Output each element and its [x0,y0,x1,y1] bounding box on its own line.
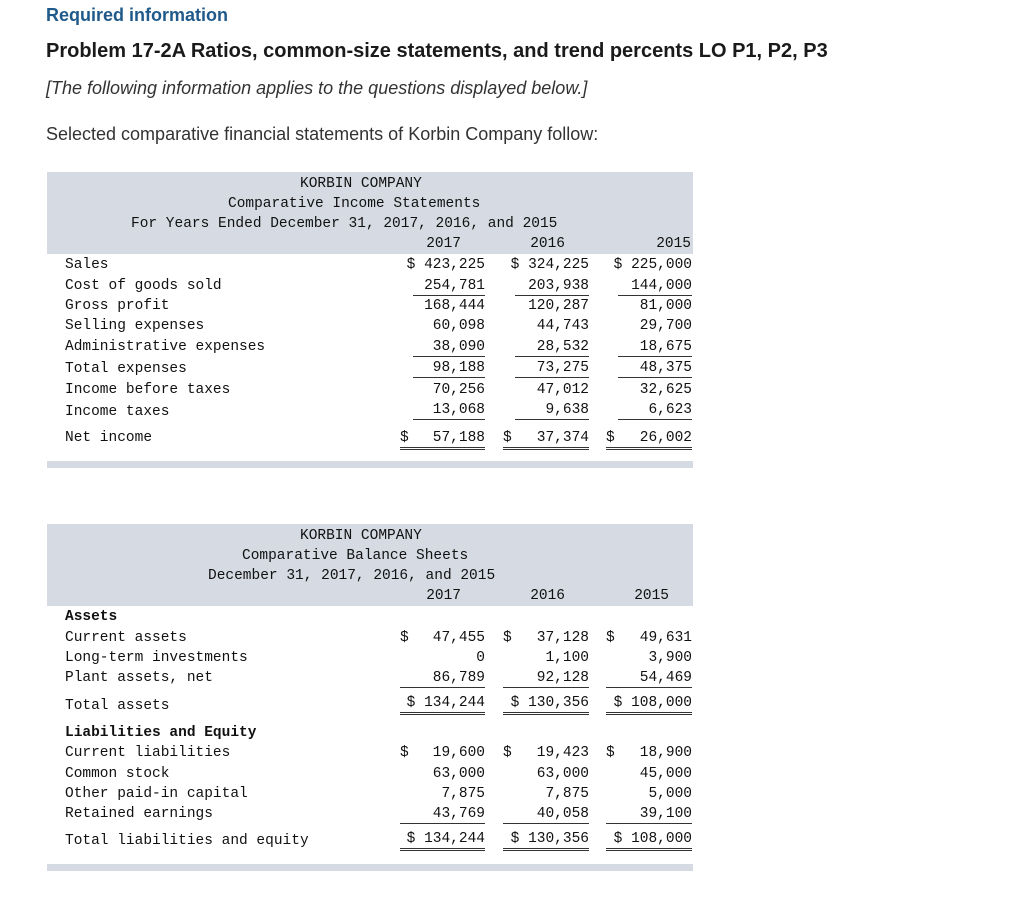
current-assets-dollar-2017: $ [400,630,409,646]
income-year-2017: 2017 [426,236,461,252]
lti-2015: 3,900 [648,650,692,666]
sales-2017: $ 423,225 [406,257,485,273]
total-assets-2016: $ 130,356 [503,694,589,715]
balance-period: December 31, 2017, 2016, and 2015 [208,568,496,584]
intro-text: Selected comparative financial statements of Korbin Company follow: [46,124,599,144]
income-company: KORBIN COMPANY [300,176,422,192]
current-assets-2017: 47,455 [432,630,485,646]
balance-company: KORBIN COMPANY [300,528,422,544]
row-label-other-paid-in: Other paid-in capital [65,786,248,802]
total-assets-2017: $ 134,244 [400,694,485,715]
lti-2016: 1,100 [545,650,589,666]
net-income-2015: 26,002 [606,429,692,450]
income-year-2016: 2016 [530,236,565,252]
current-liab-2016: 19,423 [536,745,589,761]
cogs-2017: 254,781 [413,277,485,296]
row-label-total-expenses: Total expenses [65,361,187,377]
row-label-net-income: Net income [65,430,153,446]
ibt-2017: 70,256 [432,382,485,398]
balance-year-2016: 2016 [530,588,565,604]
total-expenses-2016: 73,275 [515,359,589,378]
current-assets-2015: 49,631 [639,630,692,646]
current-liab-dollar-2016: $ [503,745,512,761]
info-note: [The following information applies to the questions displayed below.] [46,78,588,98]
current-liab-dollar-2015: $ [606,745,615,761]
total-assets-2015: $ 108,000 [606,694,692,715]
required-information-heading: Required information [46,5,229,25]
gross-profit-2016: 120,287 [528,298,589,314]
net-income-dollar-2016: $ [503,430,512,446]
current-assets-2016: 37,128 [536,630,589,646]
retained-2017: 43,769 [400,805,485,824]
row-label-income-before-taxes: Income before taxes [65,382,231,398]
row-label-selling: Selling expenses [65,318,205,334]
balance-bottom-bar [47,864,693,871]
balance-title: Comparative Balance Sheets [242,548,469,564]
plant-assets-2015: 54,469 [606,669,692,688]
problem-title: Problem 17-2A Ratios, common-size statements, and trend percents LO P1, P2, P3 [46,40,828,62]
income-statement-panel [47,172,693,470]
current-liab-2015: 18,900 [639,745,692,761]
current-liab-dollar-2017: $ [400,745,409,761]
paid-in-2015: 5,000 [648,786,692,802]
cogs-2016: 203,938 [515,277,589,296]
ibt-2016: 47,012 [536,382,589,398]
net-income-2017: 57,188 [400,429,485,450]
income-bottom-bar [47,461,693,468]
lti-2017: 0 [476,650,485,666]
total-le-2015: $ 108,000 [606,830,692,851]
row-label-long-term-investments: Long-term investments [65,650,248,666]
liabilities-equity-heading: Liabilities and Equity [65,725,257,741]
total-le-2017: $ 134,244 [400,830,485,851]
net-income-2016: 37,374 [503,429,589,450]
admin-2015: 18,675 [618,338,692,357]
balance-year-2015: 2015 [634,588,669,604]
current-assets-dollar-2015: $ [606,630,615,646]
common-stock-2015: 45,000 [639,766,692,782]
taxes-2015: 6,623 [618,401,692,420]
paid-in-2016: 7,875 [545,786,589,802]
row-label-income-taxes: Income taxes [65,404,170,420]
retained-2015: 39,100 [606,805,692,824]
selling-2016: 44,743 [536,318,589,334]
net-income-dollar-2017: $ [400,430,409,446]
income-year-2015: 2015 [656,236,691,252]
row-label-total-assets: Total assets [65,698,170,714]
total-expenses-2015: 48,375 [618,359,692,378]
sales-2016: $ 324,225 [510,257,589,273]
net-income-dollar-2015: $ [606,430,615,446]
row-label-total-liabilities-equity: Total liabilities and equity [65,833,309,849]
row-label-admin: Administrative expenses [65,339,266,355]
selling-2017: 60,098 [432,318,485,334]
gross-profit-2015: 81,000 [639,298,692,314]
admin-2016: 28,532 [515,338,589,357]
row-label-current-assets: Current assets [65,630,187,646]
retained-2016: 40,058 [503,805,589,824]
row-label-retained-earnings: Retained earnings [65,806,213,822]
taxes-2017: 13,068 [413,401,485,420]
ibt-2015: 32,625 [639,382,692,398]
selling-2015: 29,700 [639,318,692,334]
row-label-current-liabilities: Current liabilities [65,745,231,761]
total-expenses-2017: 98,188 [413,359,485,378]
plant-assets-2017: 86,789 [400,669,485,688]
current-assets-dollar-2016: $ [503,630,512,646]
taxes-2016: 9,638 [515,401,589,420]
total-le-2016: $ 130,356 [503,830,589,851]
cogs-2015: 144,000 [618,277,692,296]
current-liab-2017: 19,600 [432,745,485,761]
row-label-sales: Sales [65,257,109,273]
plant-assets-2016: 92,128 [503,669,589,688]
common-stock-2017: 63,000 [432,766,485,782]
income-period: For Years Ended December 31, 2017, 2016, and 2015 [131,216,558,232]
paid-in-2017: 7,875 [441,786,485,802]
assets-heading: Assets [65,609,118,625]
row-label-cogs: Cost of goods sold [65,278,222,294]
income-title: Comparative Income Statements [228,196,481,212]
admin-2017: 38,090 [413,338,485,357]
row-label-plant-assets: Plant assets, net [65,670,213,686]
gross-profit-2017: 168,444 [424,298,485,314]
sales-2015: $ 225,000 [613,257,692,273]
balance-sheet-panel [47,524,693,872]
balance-year-2017: 2017 [426,588,461,604]
row-label-gross-profit: Gross profit [65,298,170,314]
row-label-common-stock: Common stock [65,766,170,782]
common-stock-2016: 63,000 [536,766,589,782]
